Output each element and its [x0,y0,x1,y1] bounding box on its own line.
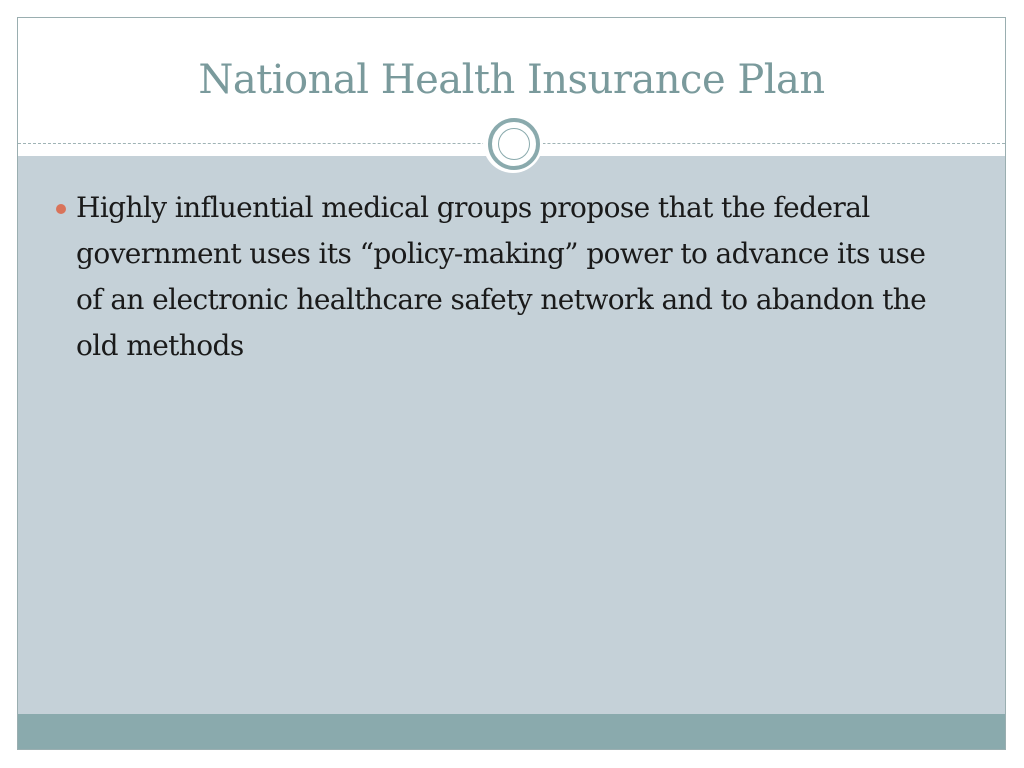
circle-ornament-inner [498,128,530,160]
circle-ornament-icon [488,118,540,170]
slide [17,17,1006,750]
bullet-dot-icon [56,204,66,214]
bullet-text: Highly influential medical groups propose that the federal government uses its “policy-making” power to advance its use of an electronic healthcare safety network and to abandon the old methods [76,191,927,362]
bullet-item [56,185,956,369]
bullet-list [56,185,956,369]
footer-band [18,714,1005,749]
slide-title: National Health Insurance Plan [198,57,825,103]
